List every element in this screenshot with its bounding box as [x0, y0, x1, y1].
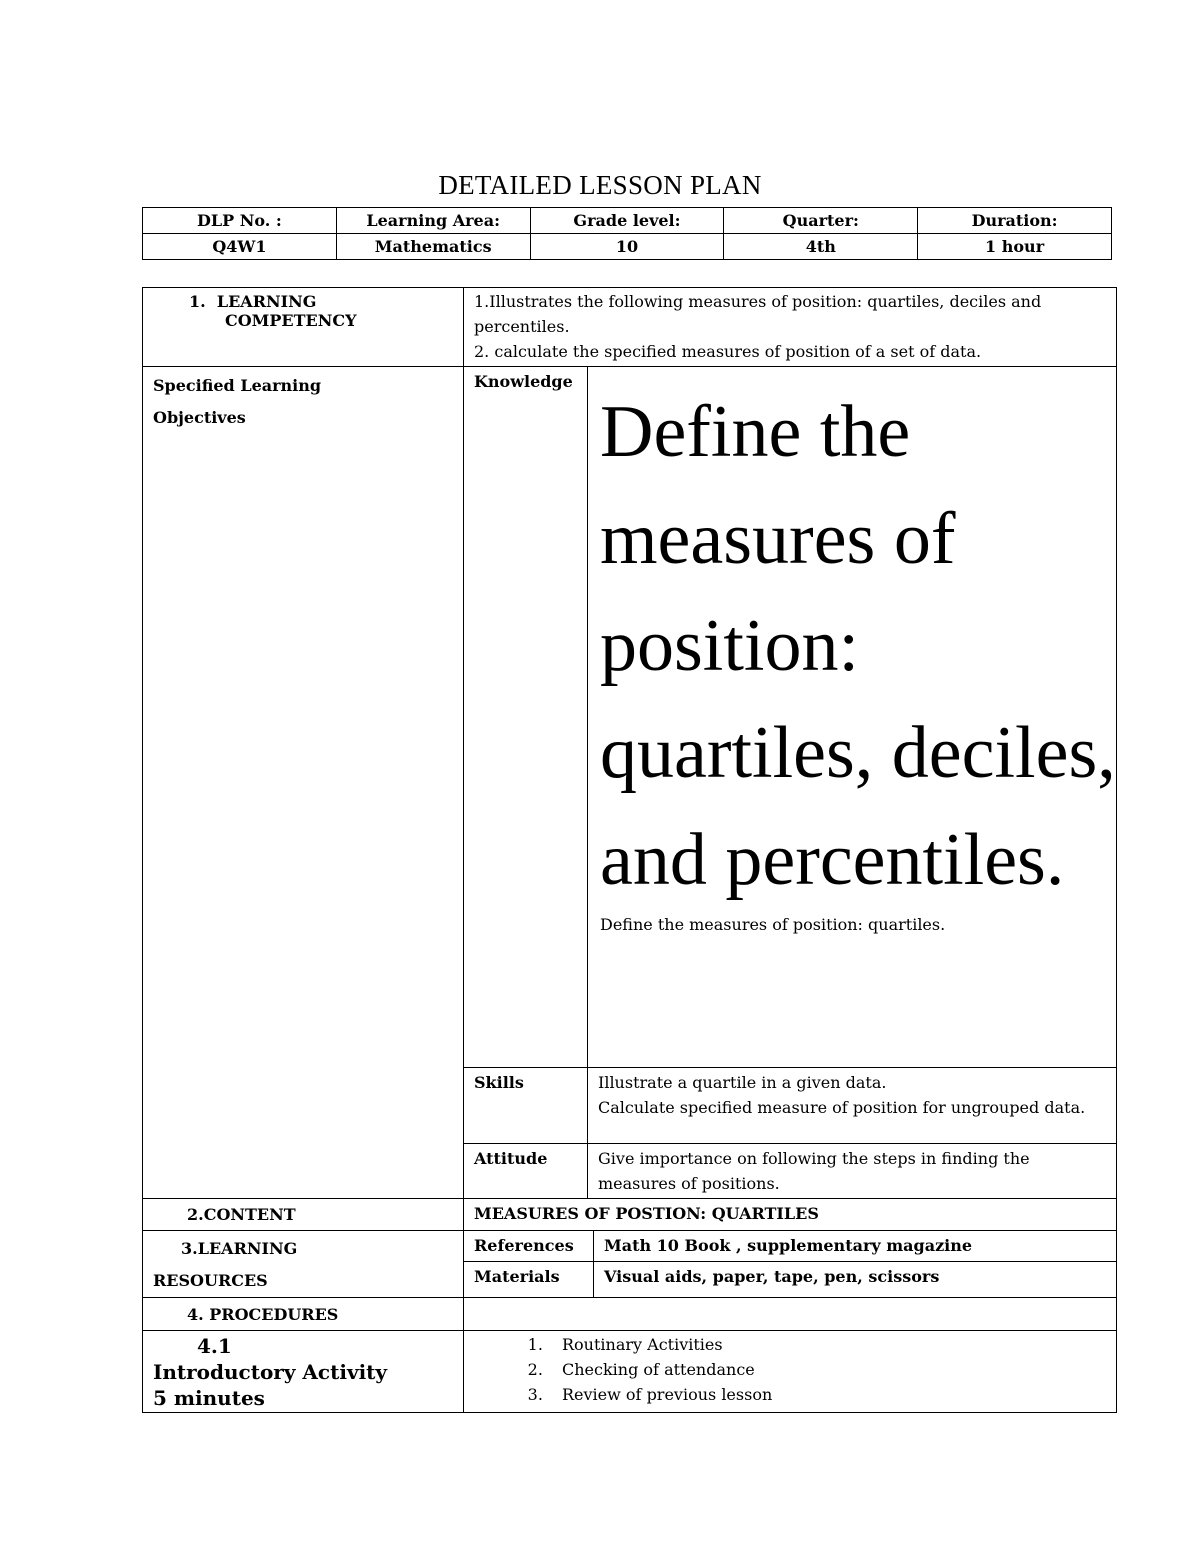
intro-activity-list — [464, 1332, 1116, 1407]
procedures-label: 4. PROCEDURES — [143, 1298, 464, 1331]
objectives-knowledge-row — [143, 367, 1117, 1068]
knowledge-label: Knowledge — [464, 367, 588, 1068]
info-value-row — [143, 234, 1112, 260]
attitude-text: Give importance on following the steps in finding the measures of positions. — [588, 1144, 1117, 1199]
document-title: DETAILED LESSON PLAN — [438, 170, 762, 200]
duration-header: Duration: — [918, 208, 1112, 234]
dlp-no-value: Q4W1 — [143, 234, 337, 260]
competency-text: 1.Illustrates the following measures of position: quartiles, deciles and percentiles. 2. calculate the specified measures of position of a set of data. — [464, 288, 1117, 367]
content-label: 2.CONTENT — [143, 1199, 464, 1231]
list-item: 3. Review of previous lesson — [548, 1382, 1116, 1407]
quarter-value: 4th — [724, 234, 918, 260]
lesson-plan-table — [142, 287, 1117, 1413]
competency-label: 1. LEARNING COMPETENCY — [143, 288, 464, 367]
knowledge-big-text: Define the measures of position: quartiles, deciles, and percentiles. — [600, 391, 1116, 901]
procedures-empty-cell — [464, 1298, 1117, 1331]
duration-value: 1 hour — [918, 234, 1112, 260]
content-row — [143, 1199, 1117, 1231]
procedures-row — [143, 1298, 1117, 1331]
intro-activity-list-cell — [464, 1331, 1117, 1413]
references-text: Math 10 Book , supplementary magazine — [594, 1231, 1117, 1262]
intro-activity-label: 4.1 Introductory Activity 5 minutes — [143, 1331, 464, 1413]
skills-text: Illustrate a quartile in a given data. Calculate specified measure of position for ungrouped data. — [588, 1068, 1117, 1144]
list-item: 1. Routinary Activities — [548, 1332, 1116, 1357]
intro-activity-row — [143, 1331, 1117, 1413]
skills-label: Skills — [464, 1068, 588, 1144]
knowledge-small-text: Define the measures of position: quartiles. — [600, 915, 946, 934]
competency-row — [143, 288, 1117, 367]
grade-level-header: Grade level: — [530, 208, 724, 234]
quarter-header: Quarter: — [724, 208, 918, 234]
learning-area-header: Learning Area: — [336, 208, 530, 234]
learning-area-value: Mathematics — [336, 234, 530, 260]
materials-label: Materials — [464, 1261, 594, 1297]
list-item: 2. Checking of attendance — [548, 1357, 1116, 1382]
resources-label: 3.LEARNING RESOURCES — [143, 1231, 464, 1298]
dlp-no-header: DLP No. : — [143, 208, 337, 234]
knowledge-text — [588, 367, 1117, 1068]
references-label: References — [464, 1231, 594, 1262]
grade-level-value: 10 — [530, 234, 724, 260]
lesson-info-table — [142, 207, 1112, 260]
objectives-label: Specified Learning Objectives — [143, 367, 464, 1199]
attitude-label: Attitude — [464, 1144, 588, 1199]
materials-text: Visual aids, paper, tape, pen, scissors — [594, 1261, 1117, 1297]
content-text: MEASURES OF POSTION: QUARTILES — [464, 1199, 1117, 1231]
resources-references-row — [143, 1231, 1117, 1262]
info-header-row — [143, 208, 1112, 234]
